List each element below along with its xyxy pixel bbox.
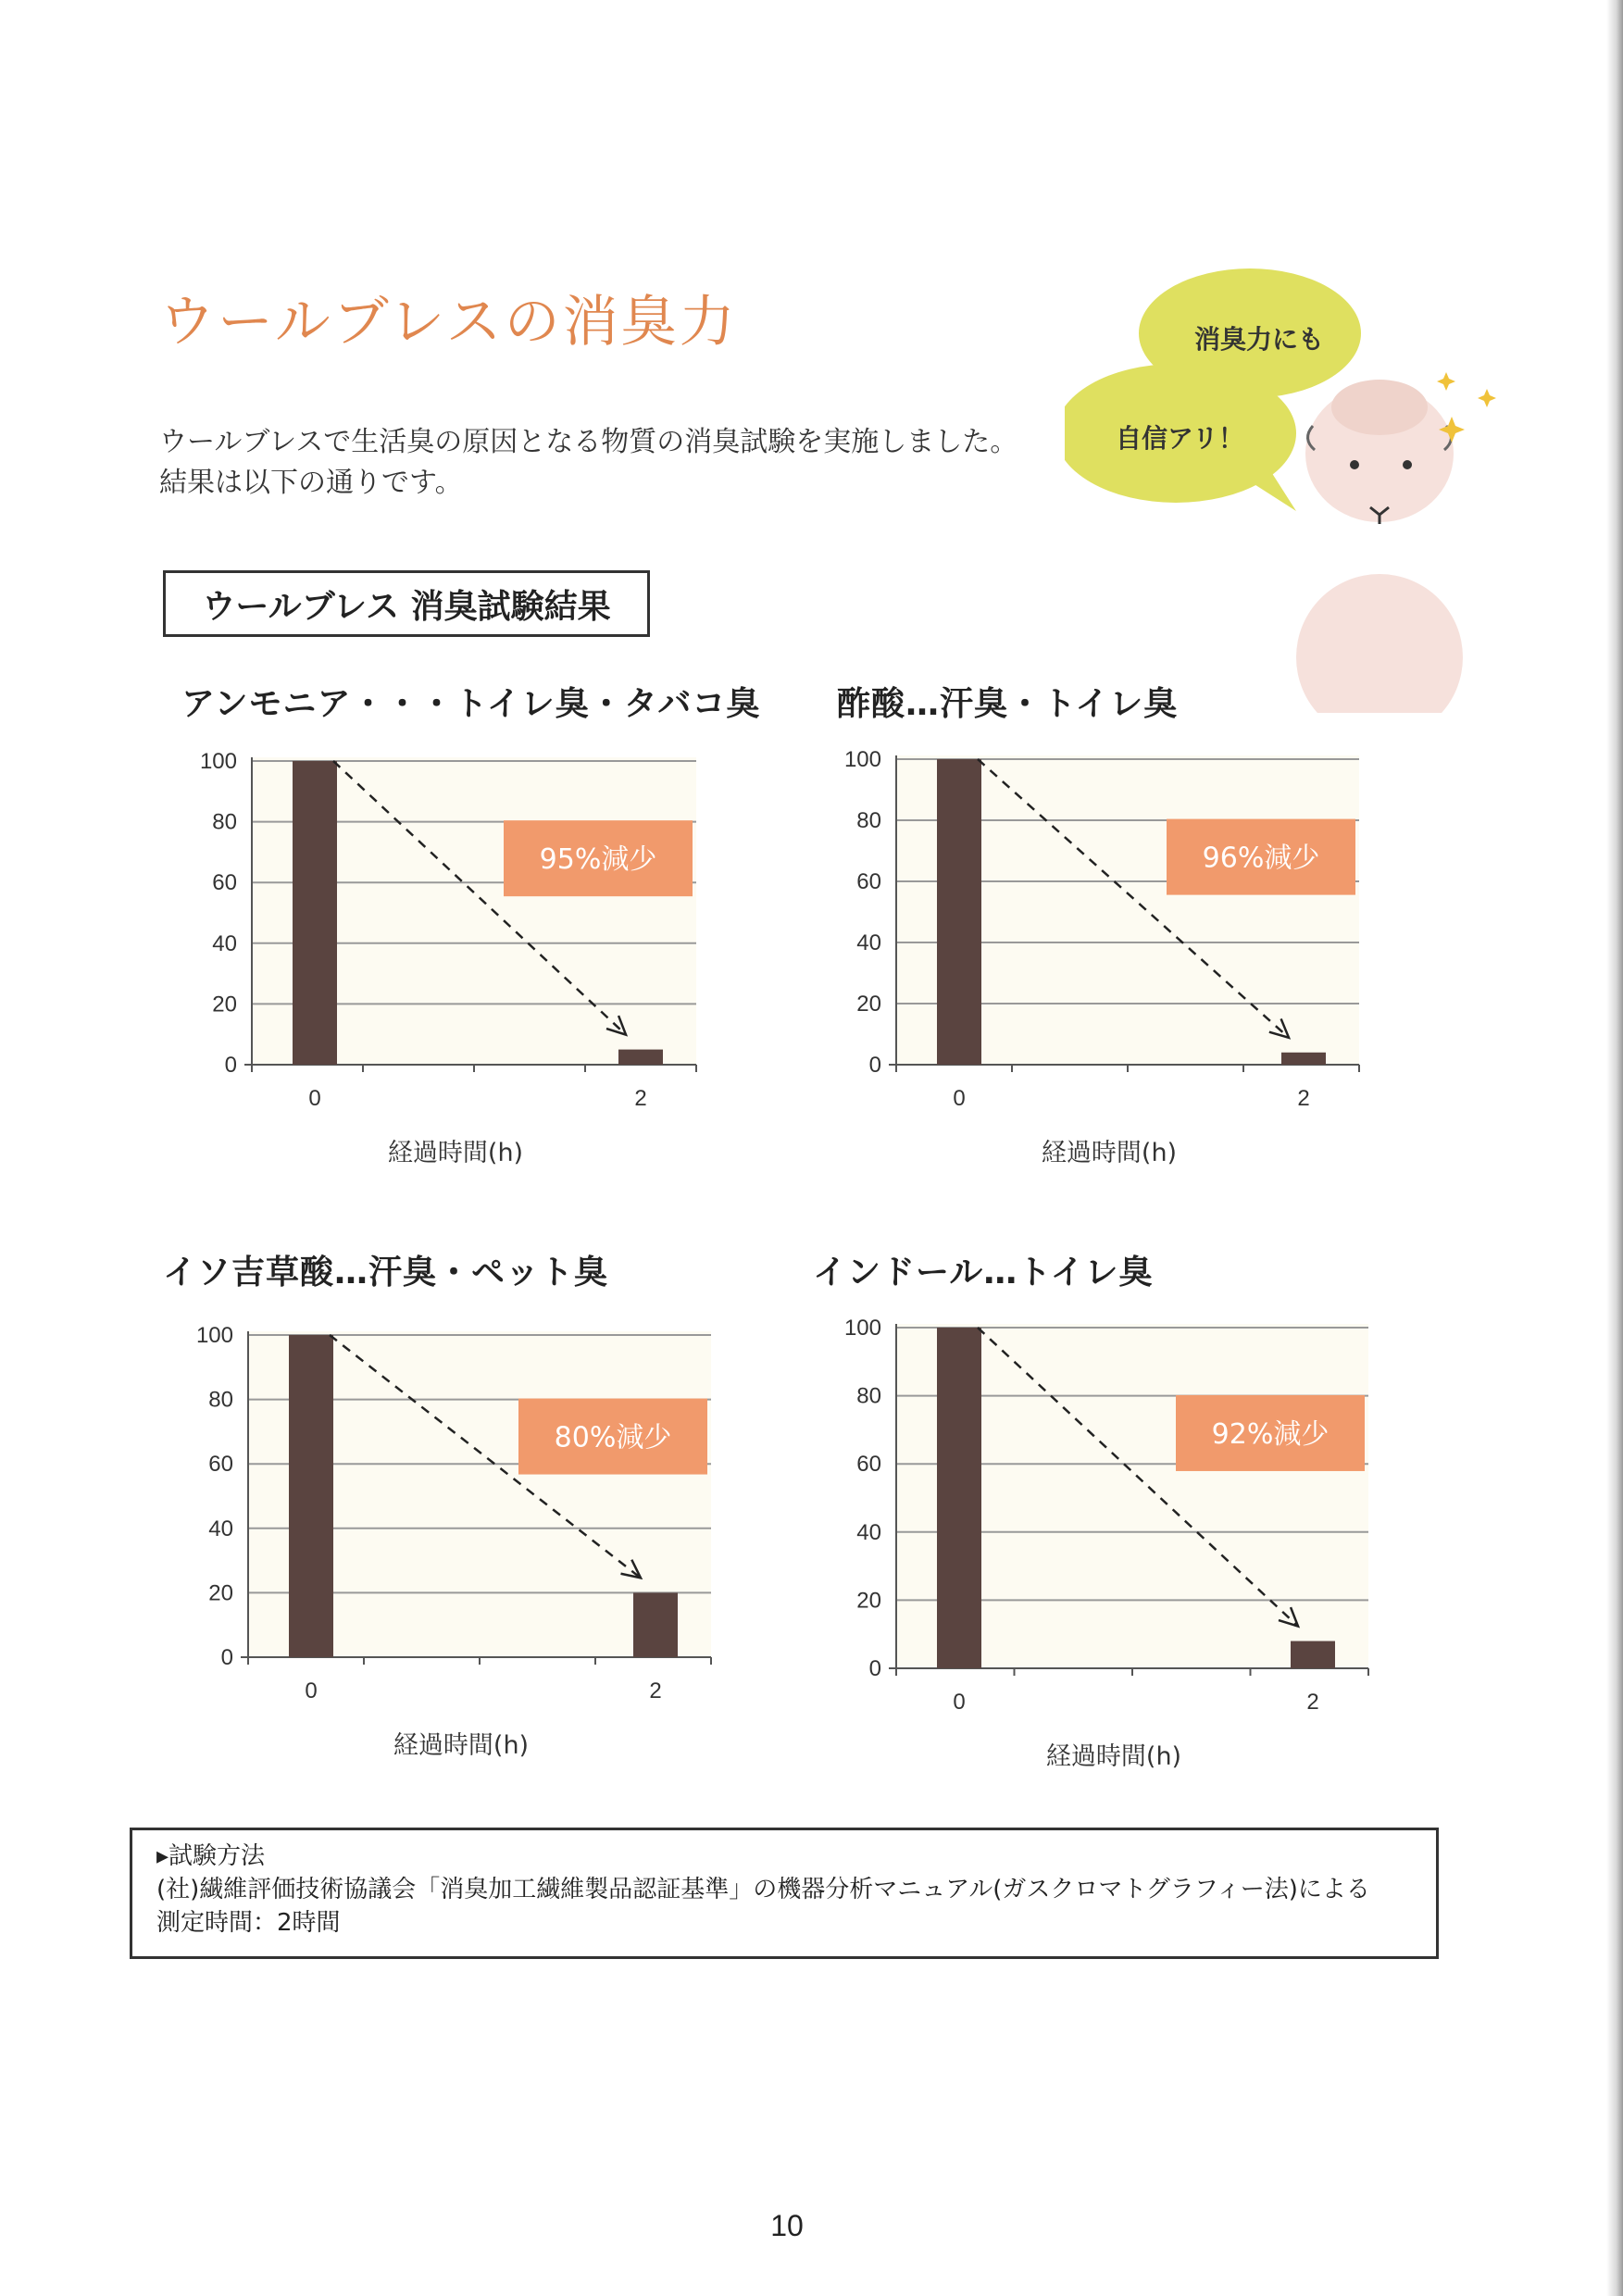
- y-tick-label: 80: [208, 1387, 233, 1413]
- chart-title-indole: インドール…トイレ臭: [813, 1254, 1154, 1292]
- y-tick-label: 20: [856, 992, 881, 1017]
- x-tick-label: 0: [953, 1086, 966, 1111]
- intro-line-1: ウールブレスで生活臭の原因となる物質の消臭試験を実施しました。: [159, 426, 1018, 458]
- y-tick-label: 100: [843, 1316, 881, 1341]
- y-tick-label: 60: [212, 870, 237, 896]
- chart-title-isovaleric-acid: イソ吉草酸…汗臭・ペット臭: [163, 1254, 609, 1292]
- y-tick-label: 60: [856, 869, 881, 894]
- test-method-line-1: (社)繊維評価技術協議会「消臭加工繊維製品認証基準」の機器分析マニュアル(ガスクロマトグラフィー法)による: [156, 1876, 1370, 1903]
- x-axis-label: 経過時間(h): [393, 1731, 530, 1760]
- y-tick-label: 100: [195, 1323, 233, 1348]
- bar: [633, 1592, 678, 1657]
- speech-bubble-bottom-text: 自信アリ！: [1116, 423, 1244, 454]
- chart-isovaleric-acid: [181, 1315, 718, 1759]
- page-edge-shadow: [1606, 0, 1623, 2296]
- y-tick-label: 0: [868, 1053, 881, 1078]
- reduction-badge-label: 95%減少: [539, 843, 657, 877]
- x-tick-label: 2: [1297, 1086, 1310, 1111]
- x-tick-label: 2: [1306, 1690, 1319, 1715]
- chart-title-ammonia: アンモニア・・・トイレ臭・タバコ臭: [181, 685, 761, 723]
- y-tick-label: 40: [212, 930, 237, 956]
- y-tick-label: 40: [856, 1519, 881, 1545]
- intro-text: [159, 422, 1017, 504]
- y-tick-label: 20: [212, 992, 237, 1017]
- bar: [1281, 1053, 1326, 1065]
- y-tick-label: 80: [212, 809, 237, 835]
- y-tick-label: 80: [856, 808, 881, 833]
- y-tick-label: 80: [856, 1383, 881, 1409]
- intro-line-2: 結果は以下の通りです。: [159, 467, 463, 499]
- chart-ammonia: [185, 741, 704, 1167]
- bar: [618, 1050, 663, 1065]
- bar: [289, 1335, 333, 1657]
- section-heading: ウールブレス 消臭試験結果: [163, 570, 650, 637]
- y-tick-label: 60: [856, 1452, 881, 1478]
- bar: [293, 761, 337, 1065]
- speech-bubble-top-text: 消臭力にも: [1194, 324, 1325, 355]
- y-tick-label: 0: [220, 1645, 233, 1670]
- x-axis-label: 経過時間(h): [1041, 1139, 1178, 1167]
- sparkle-icons: [1437, 372, 1496, 443]
- bar: [937, 1328, 981, 1668]
- reduction-badge-label: 96%減少: [1202, 842, 1320, 875]
- x-axis-label: 経過時間(h): [1045, 1742, 1182, 1771]
- x-axis-label: 経過時間(h): [387, 1139, 524, 1167]
- reduction-badge-label: 92%減少: [1211, 1417, 1330, 1451]
- x-tick-label: 2: [634, 1086, 647, 1111]
- x-tick-label: 0: [308, 1086, 321, 1111]
- page-number: 10: [770, 2209, 804, 2242]
- test-method-title: ▸試験方法: [156, 1842, 266, 1870]
- y-tick-label: 20: [208, 1580, 233, 1606]
- y-tick-label: 60: [208, 1452, 233, 1478]
- y-tick-label: 100: [843, 747, 881, 772]
- chart-acetic-acid: [830, 739, 1367, 1167]
- page-title: ウールブレスの消臭力: [159, 290, 738, 355]
- x-tick-label: 2: [649, 1678, 662, 1703]
- test-method-box: [130, 1828, 1439, 1959]
- bar: [1291, 1641, 1335, 1668]
- chart-title-acetic-acid: 酢酸…汗臭・トイレ臭: [837, 685, 1179, 723]
- y-tick-label: 20: [856, 1588, 881, 1614]
- sheep: [1296, 380, 1463, 713]
- bar: [937, 759, 981, 1065]
- y-tick-label: 40: [856, 930, 881, 955]
- chart-indole: [830, 1307, 1376, 1770]
- x-tick-label: 0: [305, 1678, 318, 1703]
- y-tick-label: 0: [224, 1053, 237, 1078]
- reduction-badge-label: 80%減少: [554, 1421, 672, 1454]
- test-method-line-2: 測定時間：2時間: [156, 1909, 341, 1937]
- y-tick-label: 0: [868, 1656, 881, 1681]
- y-tick-label: 40: [208, 1516, 233, 1541]
- y-tick-label: 100: [199, 749, 237, 774]
- x-tick-label: 0: [953, 1690, 966, 1715]
